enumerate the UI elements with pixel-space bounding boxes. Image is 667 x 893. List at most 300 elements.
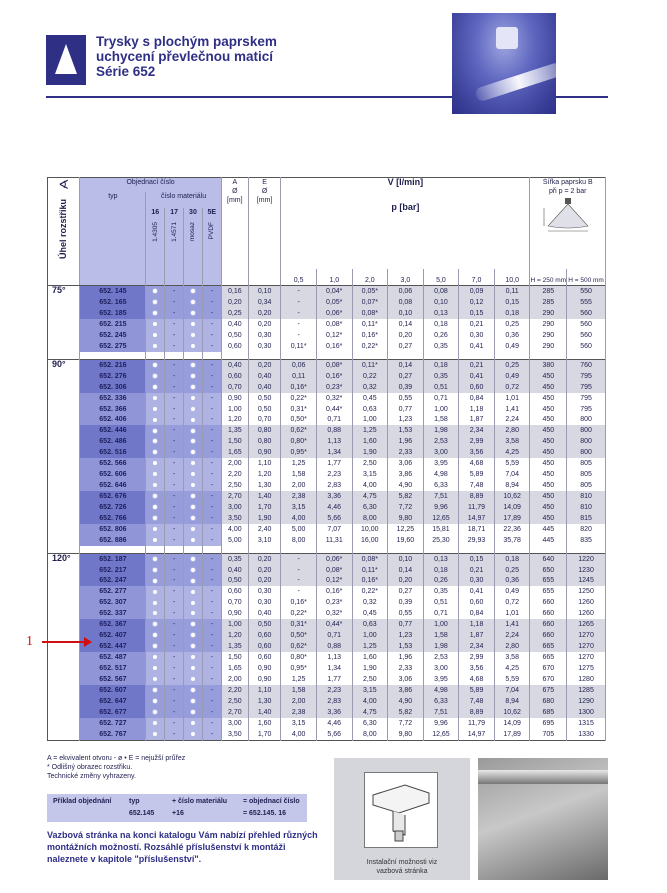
material-available-cell xyxy=(146,491,165,502)
material-unavailable-cell: - xyxy=(202,718,221,729)
value-cell: 0,30 xyxy=(248,597,280,608)
availability-dot-icon xyxy=(190,343,196,349)
value-cell: 550 xyxy=(567,286,606,298)
value-cell: 4,68 xyxy=(459,458,495,469)
value-cell: 0,60 xyxy=(248,630,280,641)
table-row xyxy=(48,341,606,352)
material-unavailable-cell: - xyxy=(165,696,184,707)
material-unavailable-cell: - xyxy=(165,371,184,382)
value-cell: 2,24 xyxy=(494,414,530,425)
material-available-cell xyxy=(184,480,203,491)
value-cell: 7,04 xyxy=(494,469,530,480)
value-cell: 0,50 xyxy=(221,576,248,587)
table-row xyxy=(48,480,606,491)
material-available-cell xyxy=(146,414,165,425)
value-cell: 8,89 xyxy=(459,707,495,718)
value-cell: 0,05* xyxy=(316,297,352,308)
value-cell: 0,08* xyxy=(352,308,388,319)
material-unavailable-cell: - xyxy=(202,436,221,447)
value-cell: 0,60 xyxy=(221,586,248,597)
material-available-cell xyxy=(146,447,165,458)
value-cell: 7,51 xyxy=(423,491,459,502)
value-cell: 18,71 xyxy=(459,524,495,535)
availability-dot-icon xyxy=(190,654,196,660)
value-cell: 2,00 xyxy=(221,458,248,469)
value-cell: 4,00 xyxy=(281,513,317,524)
value-cell: 1250 xyxy=(567,586,606,597)
material-unavailable-cell: - xyxy=(202,425,221,436)
value-cell: 0,50* xyxy=(281,414,317,425)
value-cell: 0,27 xyxy=(388,341,424,352)
value-cell: 2,50 xyxy=(221,696,248,707)
value-cell: 1245 xyxy=(567,576,606,587)
value-cell: 1315 xyxy=(567,718,606,729)
value-cell: 0,55 xyxy=(388,393,424,404)
value-cell: 0,31* xyxy=(281,404,317,415)
value-cell: 11,31 xyxy=(316,535,352,546)
value-cell: 1,13 xyxy=(316,652,352,663)
value-cell: 800 xyxy=(567,414,606,425)
value-cell: 450 xyxy=(530,502,567,513)
value-cell: 0,04* xyxy=(316,286,352,298)
gap-cell xyxy=(202,352,221,359)
material-unavailable-cell: - xyxy=(165,341,184,352)
material-available-cell xyxy=(146,641,165,652)
material-available-cell xyxy=(184,286,203,298)
mat-spacer-1 xyxy=(146,269,165,286)
value-cell: 450 xyxy=(530,491,567,502)
material-unavailable-cell: - xyxy=(165,513,184,524)
gap-cell xyxy=(494,546,530,553)
material-unavailable-cell: - xyxy=(202,480,221,491)
typ-cell: 652. 275 xyxy=(80,341,146,352)
typ-cell: 652. 677 xyxy=(80,707,146,718)
material-unavailable-cell: - xyxy=(165,404,184,415)
installation-drawing xyxy=(364,772,438,848)
mat-name-4 xyxy=(202,222,221,268)
value-cell: 1,00 xyxy=(352,630,388,641)
value-cell: 0,22* xyxy=(281,608,317,619)
material-unavailable-cell: - xyxy=(165,663,184,674)
value-cell: 6,30 xyxy=(352,718,388,729)
value-cell: 0,70 xyxy=(221,597,248,608)
installation-caption xyxy=(334,858,470,876)
value-cell: 1230 xyxy=(567,565,606,576)
value-cell: 1,00 xyxy=(423,619,459,630)
value-cell: 1,70 xyxy=(248,729,280,741)
value-cell: 800 xyxy=(567,425,606,436)
gap-cell xyxy=(352,352,388,359)
value-cell: 1270 xyxy=(567,652,606,663)
value-cell: 9,96 xyxy=(423,718,459,729)
value-cell: - xyxy=(281,553,317,565)
table-row xyxy=(48,729,606,741)
value-cell: 1,96 xyxy=(388,652,424,663)
note-3: Technické změny vyhrazeny. xyxy=(47,773,136,780)
typ-cell: 652. 607 xyxy=(80,685,146,696)
availability-dot-icon xyxy=(190,731,196,737)
value-cell: 0,63 xyxy=(352,404,388,415)
value-cell: 1,35 xyxy=(221,641,248,652)
value-cell: 0,27 xyxy=(388,371,424,382)
pressure-label: p [bar] xyxy=(391,201,420,212)
value-cell: 2,00 xyxy=(221,674,248,685)
material-available-cell xyxy=(146,586,165,597)
value-cell: 4,68 xyxy=(459,674,495,685)
availability-dot-icon xyxy=(190,720,196,726)
value-cell: 1,41 xyxy=(494,619,530,630)
value-cell: 0,30 xyxy=(459,330,495,341)
value-cell: 660 xyxy=(530,608,567,619)
order-example-label: Příklad objednání xyxy=(53,798,112,805)
value-cell: 1,98 xyxy=(423,641,459,652)
value-cell: 0,20 xyxy=(248,319,280,330)
value-cell: 0,15 xyxy=(459,553,495,565)
value-cell: 2,99 xyxy=(459,436,495,447)
availability-dot-icon xyxy=(190,632,196,638)
value-cell: 2,80 xyxy=(494,641,530,652)
material-available-cell xyxy=(184,553,203,565)
typ-cell: 652. 215 xyxy=(80,319,146,330)
mat-name-1 xyxy=(146,222,165,268)
material-unavailable-cell: - xyxy=(202,729,221,741)
value-cell: 0,80* xyxy=(281,436,317,447)
value-cell: 2,70 xyxy=(221,707,248,718)
typ-cell: 652. 487 xyxy=(80,652,146,663)
value-cell: 1,65 xyxy=(221,663,248,674)
mat-name-4-text: PVDF xyxy=(208,222,216,240)
value-cell: 0,14 xyxy=(388,359,424,371)
value-cell: 680 xyxy=(530,696,567,707)
spray-angle-icon: ∢ xyxy=(58,177,70,192)
gap-cell xyxy=(352,546,388,553)
material-unavailable-cell: - xyxy=(202,341,221,352)
value-cell: 4,25 xyxy=(494,447,530,458)
typ-cell: 652. 516 xyxy=(80,447,146,458)
value-cell: 1,60 xyxy=(248,718,280,729)
material-unavailable-cell: - xyxy=(165,480,184,491)
value-cell: 0,95* xyxy=(281,663,317,674)
material-available-cell xyxy=(146,297,165,308)
value-cell: 1275 xyxy=(567,663,606,674)
value-cell: 0,62* xyxy=(281,425,317,436)
mat-col-30: 30 xyxy=(184,208,203,223)
value-cell: 0,08* xyxy=(352,553,388,565)
value-cell: 0,80* xyxy=(281,652,317,663)
value-cell: 0,08* xyxy=(316,359,352,371)
value-cell: 0,16* xyxy=(281,597,317,608)
value-cell: 4,46 xyxy=(316,502,352,513)
a-header xyxy=(221,178,248,269)
value-cell: 0,16* xyxy=(281,382,317,393)
value-cell: 2,53 xyxy=(423,652,459,663)
value-cell: 0,25 xyxy=(494,359,530,371)
material-available-cell xyxy=(146,696,165,707)
material-available-cell xyxy=(146,382,165,393)
value-cell: 0,07* xyxy=(352,297,388,308)
table-row xyxy=(48,576,606,587)
material-unavailable-cell: - xyxy=(202,319,221,330)
table-row xyxy=(48,674,606,685)
typ-cell: 652. 567 xyxy=(80,674,146,685)
material-unavailable-cell: - xyxy=(165,565,184,576)
availability-dot-icon xyxy=(152,654,158,660)
material-unavailable-cell: - xyxy=(202,696,221,707)
value-cell: 795 xyxy=(567,371,606,382)
value-cell: 0,06 xyxy=(388,286,424,298)
material-unavailable-cell: - xyxy=(165,652,184,663)
material-available-cell xyxy=(146,630,165,641)
value-cell: 1,00 xyxy=(352,414,388,425)
availability-dot-icon xyxy=(190,676,196,682)
material-available-cell xyxy=(146,330,165,341)
table-row xyxy=(48,707,606,718)
value-cell: 2,34 xyxy=(459,425,495,436)
material-available-cell xyxy=(184,330,203,341)
material-available-cell xyxy=(184,393,203,404)
material-available-cell xyxy=(184,674,203,685)
value-cell: 3,15 xyxy=(281,502,317,513)
value-cell: 0,25 xyxy=(494,565,530,576)
value-cell: 2,38 xyxy=(281,707,317,718)
value-cell: 0,60 xyxy=(248,641,280,652)
material-unavailable-cell: - xyxy=(202,674,221,685)
value-cell: 14,97 xyxy=(459,729,495,741)
material-available-cell xyxy=(184,436,203,447)
value-cell: 1,60 xyxy=(352,652,388,663)
gap-cell xyxy=(146,352,165,359)
value-cell: 675 xyxy=(530,685,567,696)
material-unavailable-cell: - xyxy=(202,707,221,718)
value-cell: 4,00 xyxy=(352,480,388,491)
material-unavailable-cell: - xyxy=(202,308,221,319)
value-cell: 0,51 xyxy=(423,382,459,393)
value-cell: 0,13 xyxy=(423,308,459,319)
value-cell: 1,23 xyxy=(388,630,424,641)
value-cell: 0,40 xyxy=(248,382,280,393)
mat-name-2 xyxy=(165,222,184,268)
value-cell: 3,00 xyxy=(221,502,248,513)
pressure-header xyxy=(281,192,530,222)
value-cell: 450 xyxy=(530,458,567,469)
value-cell: 800 xyxy=(567,447,606,458)
value-cell: 0,16* xyxy=(316,371,352,382)
value-cell: 3,95 xyxy=(423,458,459,469)
value-cell: 5,66 xyxy=(316,513,352,524)
material-unavailable-cell: - xyxy=(202,576,221,587)
value-cell: 805 xyxy=(567,469,606,480)
typ-cell: 652. 217 xyxy=(80,565,146,576)
value-cell: 2,24 xyxy=(494,630,530,641)
gap-cell xyxy=(423,546,459,553)
material-available-cell xyxy=(184,685,203,696)
value-cell: 1,01 xyxy=(494,393,530,404)
availability-dot-icon xyxy=(190,471,196,477)
value-cell: 0,80 xyxy=(248,425,280,436)
material-available-cell xyxy=(146,535,165,546)
value-cell: 0,71 xyxy=(316,630,352,641)
value-cell: 0,70 xyxy=(221,382,248,393)
value-cell: 0,18 xyxy=(494,553,530,565)
gap-cell xyxy=(221,352,248,359)
value-cell: 0,20 xyxy=(248,576,280,587)
material-available-cell xyxy=(184,586,203,597)
material-unavailable-cell: - xyxy=(165,308,184,319)
value-cell: 450 xyxy=(530,469,567,480)
availability-dot-icon xyxy=(152,288,158,294)
value-cell: 0,06 xyxy=(281,359,317,371)
value-cell: 0,21 xyxy=(459,565,495,576)
gap-cell xyxy=(388,352,424,359)
table-row xyxy=(48,330,606,341)
value-cell: - xyxy=(281,319,317,330)
value-cell: 0,36 xyxy=(494,330,530,341)
value-cell: 0,11* xyxy=(352,359,388,371)
material-unavailable-cell: - xyxy=(165,286,184,298)
value-cell: 760 xyxy=(567,359,606,371)
value-cell: 0,34 xyxy=(248,297,280,308)
value-cell: 5,00 xyxy=(281,524,317,535)
material-available-cell xyxy=(146,308,165,319)
value-cell: 5,89 xyxy=(459,685,495,696)
table-row xyxy=(48,359,606,371)
value-cell: 0,32 xyxy=(352,597,388,608)
installation-figure xyxy=(334,758,470,880)
typ-cell: 652. 145 xyxy=(80,286,146,298)
value-cell: 0,88 xyxy=(316,425,352,436)
value-cell: 0,10 xyxy=(423,297,459,308)
value-cell: 3,36 xyxy=(316,491,352,502)
value-cell: 1,25 xyxy=(352,425,388,436)
value-cell: 8,89 xyxy=(459,491,495,502)
gap-cell xyxy=(459,352,495,359)
value-cell: 2,00 xyxy=(281,480,317,491)
availability-dot-icon xyxy=(152,698,158,704)
material-unavailable-cell: - xyxy=(165,359,184,371)
availability-dot-icon xyxy=(152,567,158,573)
pressure-7-0: 7,0 xyxy=(459,269,495,286)
availability-dot-icon xyxy=(152,621,158,627)
gap-cell xyxy=(281,352,317,359)
table-row xyxy=(48,696,606,707)
pressure-3-0: 3,0 xyxy=(388,269,424,286)
value-cell: 1,13 xyxy=(316,436,352,447)
value-cell: - xyxy=(281,308,317,319)
angle-cell: 120° xyxy=(48,553,80,740)
availability-dot-icon xyxy=(152,417,158,423)
order-typ-header: typ xyxy=(129,798,140,805)
value-cell: 6,30 xyxy=(352,502,388,513)
material-unavailable-cell: - xyxy=(202,641,221,652)
value-cell: 3,56 xyxy=(459,447,495,458)
value-cell: 0,22* xyxy=(281,393,317,404)
value-cell: 0,49 xyxy=(494,341,530,352)
typ-cell: 652. 446 xyxy=(80,425,146,436)
value-cell: 0,16* xyxy=(316,586,352,597)
angle-cell: 90° xyxy=(48,359,80,546)
value-cell: 555 xyxy=(567,297,606,308)
value-cell: 0,22 xyxy=(352,371,388,382)
value-cell: 19,60 xyxy=(388,535,424,546)
pressure-spacer xyxy=(281,222,530,268)
value-cell: 5,59 xyxy=(494,674,530,685)
material-unavailable-cell: - xyxy=(165,414,184,425)
value-cell: 0,35 xyxy=(423,371,459,382)
value-cell: 0,50 xyxy=(248,619,280,630)
material-available-cell xyxy=(184,630,203,641)
material-available-cell xyxy=(146,404,165,415)
material-unavailable-cell: - xyxy=(165,297,184,308)
availability-dot-icon xyxy=(152,299,158,305)
value-cell: 1,18 xyxy=(459,404,495,415)
value-cell: 22,36 xyxy=(494,524,530,535)
value-cell: 3,00 xyxy=(221,718,248,729)
availability-dot-icon xyxy=(190,600,196,606)
typ-cell: 652. 366 xyxy=(80,404,146,415)
value-cell: 0,22* xyxy=(352,341,388,352)
material-available-cell xyxy=(184,371,203,382)
value-cell: 9,96 xyxy=(423,502,459,513)
value-cell: 1,18 xyxy=(459,619,495,630)
value-cell: 0,32 xyxy=(352,382,388,393)
value-cell: - xyxy=(281,330,317,341)
value-cell: 0,18 xyxy=(494,308,530,319)
material-available-cell xyxy=(184,524,203,535)
typ-header: typ xyxy=(80,192,146,269)
availability-dot-icon xyxy=(190,321,196,327)
gap-cell xyxy=(281,546,317,553)
material-unavailable-cell: - xyxy=(202,414,221,425)
material-unavailable-cell: - xyxy=(165,608,184,619)
material-unavailable-cell: - xyxy=(202,330,221,341)
material-unavailable-cell: - xyxy=(202,469,221,480)
value-cell: 1,00 xyxy=(221,404,248,415)
value-cell: 0,26 xyxy=(423,576,459,587)
typ-cell: 652. 185 xyxy=(80,308,146,319)
material-unavailable-cell: - xyxy=(202,382,221,393)
table-row xyxy=(48,553,606,565)
value-cell: 0,11 xyxy=(281,371,317,382)
value-cell: 3,50 xyxy=(221,729,248,741)
value-cell: 0,16* xyxy=(316,341,352,352)
material-unavailable-cell: - xyxy=(165,729,184,741)
value-cell: 2,99 xyxy=(459,652,495,663)
value-cell: 560 xyxy=(567,330,606,341)
value-cell: 0,40 xyxy=(248,371,280,382)
material-available-cell xyxy=(184,308,203,319)
value-cell: - xyxy=(281,565,317,576)
value-cell: 0,44* xyxy=(316,619,352,630)
availability-dot-icon xyxy=(152,643,158,649)
availability-dot-icon xyxy=(190,643,196,649)
table-row xyxy=(48,663,606,674)
table-row xyxy=(48,447,606,458)
material-available-cell xyxy=(184,414,203,425)
material-unavailable-cell: - xyxy=(202,652,221,663)
table-row xyxy=(48,308,606,319)
value-cell: 0,20 xyxy=(388,576,424,587)
value-cell: 2,53 xyxy=(423,436,459,447)
material-number-header: číslo materiálu xyxy=(146,192,221,208)
value-cell: 0,50 xyxy=(221,330,248,341)
value-cell: 450 xyxy=(530,425,567,436)
availability-dot-icon xyxy=(190,417,196,423)
value-cell: 4,25 xyxy=(494,663,530,674)
table-row xyxy=(48,586,606,597)
material-available-cell xyxy=(184,359,203,371)
table-row xyxy=(48,641,606,652)
material-unavailable-cell: - xyxy=(165,469,184,480)
